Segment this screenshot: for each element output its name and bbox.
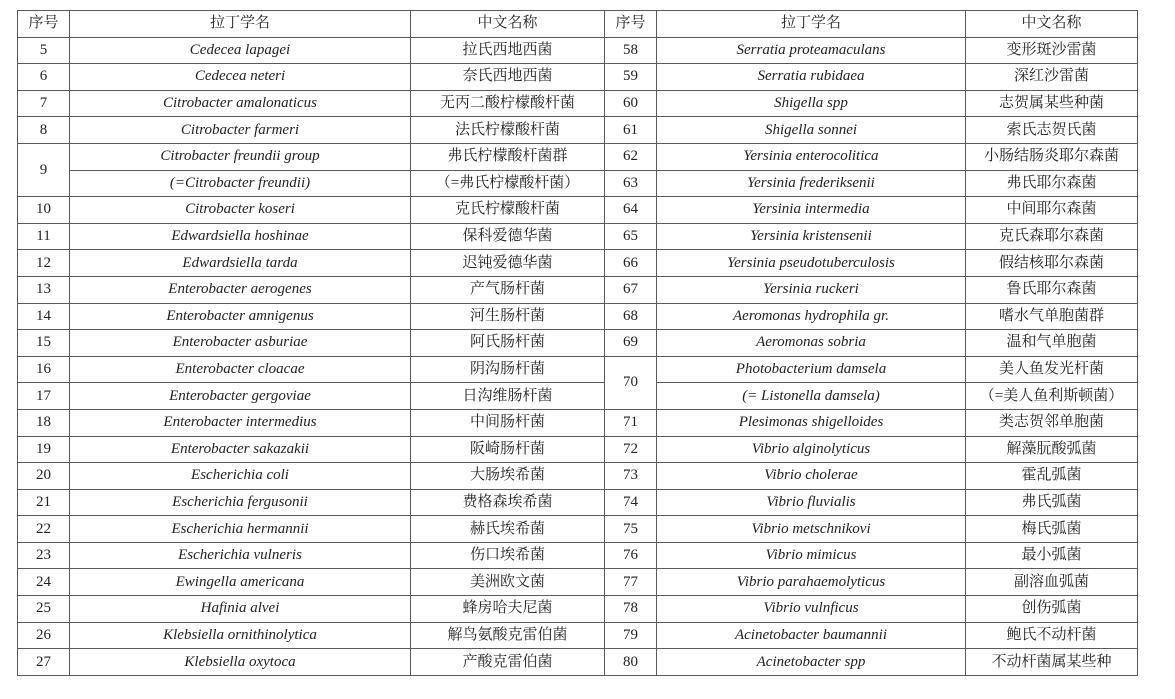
left-chinese-name: 伤口埃希菌 xyxy=(411,542,605,569)
right-latin-name: Acinetobacter spp xyxy=(657,649,966,676)
header-no-left: 序号 xyxy=(18,11,70,38)
right-latin-name: Yersinia ruckeri xyxy=(657,276,966,303)
left-latin-name: Klebsiella oxytoca xyxy=(70,649,411,676)
left-latin-name: Enterobacter asburiae xyxy=(70,330,411,357)
right-chinese-name: 美人鱼发光杆菌 xyxy=(966,356,1138,383)
left-chinese-name: 阪崎肠杆菌 xyxy=(411,436,605,463)
table-body xyxy=(18,11,1138,676)
right-chinese-name: 假结核耶尔森菌 xyxy=(966,250,1138,277)
right-chinese-name: 温和气单胞菌 xyxy=(966,330,1138,357)
left-latin-name: Enterobacter aerogenes xyxy=(70,276,411,303)
table-row xyxy=(18,250,1138,277)
left-serial-no: 20 xyxy=(18,463,70,490)
header-chinese-left: 中文名称 xyxy=(411,11,605,38)
right-latin-name: Plesimonas shigelloides xyxy=(657,409,966,436)
left-chinese-name: 日沟维肠杆菌 xyxy=(411,383,605,410)
table-row xyxy=(18,90,1138,117)
left-chinese-name: 中间肠杆菌 xyxy=(411,409,605,436)
right-chinese-name: 克氏森耶尔森菌 xyxy=(966,223,1138,250)
left-latin-name: Cedecea neteri xyxy=(70,64,411,91)
right-latin-name: Yersinia intermedia xyxy=(657,197,966,224)
table-row xyxy=(18,516,1138,543)
right-latin-name: Photobacterium damsela xyxy=(657,356,966,383)
right-serial-no: 58 xyxy=(605,37,657,64)
table-row xyxy=(18,569,1138,596)
left-latin-name: Citrobacter farmeri xyxy=(70,117,411,144)
header-no-right: 序号 xyxy=(605,11,657,38)
right-latin-name: Vibrio fluvialis xyxy=(657,489,966,516)
left-latin-name: Enterobacter sakazakii xyxy=(70,436,411,463)
header-chinese-right: 中文名称 xyxy=(966,11,1138,38)
left-serial-no: 27 xyxy=(18,649,70,676)
left-latin-name: Klebsiella ornithinolytica xyxy=(70,622,411,649)
right-latin-name: Acinetobacter baumannii xyxy=(657,622,966,649)
table-row xyxy=(18,223,1138,250)
right-latin-name: Shigella sonnei xyxy=(657,117,966,144)
left-chinese-name: 费格森埃希菌 xyxy=(411,489,605,516)
left-chinese-name: 阴沟肠杆菌 xyxy=(411,356,605,383)
right-latin-name: Shigella spp xyxy=(657,90,966,117)
right-latin-name: Yersinia kristensenii xyxy=(657,223,966,250)
table-row xyxy=(18,542,1138,569)
right-chinese-name: 小肠结肠炎耶尔森菌 xyxy=(966,143,1138,170)
left-latin-name: Edwardsiella hoshinae xyxy=(70,223,411,250)
right-serial-no: 61 xyxy=(605,117,657,144)
right-latin-name: Yersinia pseudotuberculosis xyxy=(657,250,966,277)
right-chinese-name: 最小弧菌 xyxy=(966,542,1138,569)
left-chinese-name: 拉氏西地西菌 xyxy=(411,37,605,64)
left-serial-no: 16 xyxy=(18,356,70,383)
right-chinese-name: 副溶血弧菌 xyxy=(966,569,1138,596)
table-row xyxy=(18,622,1138,649)
left-latin-name: Citrobacter amalonaticus xyxy=(70,90,411,117)
left-latin-name: Escherichia fergusonii xyxy=(70,489,411,516)
right-chinese-name: （=美人鱼利斯顿菌） xyxy=(966,383,1138,410)
left-serial-no: 10 xyxy=(18,197,70,224)
table-row xyxy=(18,649,1138,676)
right-serial-no: 59 xyxy=(605,64,657,91)
right-chinese-name: 索氏志贺氏菌 xyxy=(966,117,1138,144)
left-chinese-name: 无丙二酸柠檬酸杆菌 xyxy=(411,90,605,117)
right-serial-no: 67 xyxy=(605,276,657,303)
right-serial-no: 77 xyxy=(605,569,657,596)
table-row xyxy=(18,170,1138,197)
right-chinese-name: 弗氏耶尔森菌 xyxy=(966,170,1138,197)
table-row xyxy=(18,356,1138,383)
left-serial-no: 11 xyxy=(18,223,70,250)
right-chinese-name: 深红沙雷菌 xyxy=(966,64,1138,91)
left-latin-name: (=Citrobacter freundii) xyxy=(70,170,411,197)
right-serial-no: 76 xyxy=(605,542,657,569)
left-serial-no: 5 xyxy=(18,37,70,64)
left-chinese-name: 大肠埃希菌 xyxy=(411,463,605,490)
right-chinese-name: 解藻朊酸弧菌 xyxy=(966,436,1138,463)
right-serial-no: 66 xyxy=(605,250,657,277)
table-row xyxy=(18,143,1138,170)
left-latin-name: Escherichia hermannii xyxy=(70,516,411,543)
left-latin-name: Citrobacter freundii group xyxy=(70,143,411,170)
table-row xyxy=(18,330,1138,357)
table-row xyxy=(18,117,1138,144)
right-serial-no: 62 xyxy=(605,143,657,170)
right-chinese-name: 志贺属某些种菌 xyxy=(966,90,1138,117)
left-serial-no: 13 xyxy=(18,276,70,303)
right-latin-name: Aeromonas sobria xyxy=(657,330,966,357)
left-serial-no: 6 xyxy=(18,64,70,91)
right-chinese-name: 鲍氏不动杆菌 xyxy=(966,622,1138,649)
right-serial-no: 80 xyxy=(605,649,657,676)
left-latin-name: Ewingella americana xyxy=(70,569,411,596)
right-chinese-name: 鲁氏耶尔森菌 xyxy=(966,276,1138,303)
header-latin-left: 拉丁学名 xyxy=(70,11,411,38)
left-serial-no: 8 xyxy=(18,117,70,144)
left-chinese-name: 产酸克雷伯菌 xyxy=(411,649,605,676)
left-chinese-name: 赫氏埃希菌 xyxy=(411,516,605,543)
left-chinese-name: 保科爱德华菌 xyxy=(411,223,605,250)
left-serial-no: 24 xyxy=(18,569,70,596)
left-chinese-name: 克氏柠檬酸杆菌 xyxy=(411,197,605,224)
right-latin-name: Vibrio mimicus xyxy=(657,542,966,569)
left-chinese-name: 河生肠杆菌 xyxy=(411,303,605,330)
right-latin-name: (= Listonella damsela) xyxy=(657,383,966,410)
right-latin-name: Yersinia frederiksenii xyxy=(657,170,966,197)
table-row xyxy=(18,383,1138,410)
left-chinese-name: 美洲欧文菌 xyxy=(411,569,605,596)
right-chinese-name: 中间耶尔森菌 xyxy=(966,197,1138,224)
right-latin-name: Vibrio vulnficus xyxy=(657,596,966,623)
right-serial-no: 60 xyxy=(605,90,657,117)
right-latin-name: Serratia proteamaculans xyxy=(657,37,966,64)
header-latin-right: 拉丁学名 xyxy=(657,11,966,38)
left-chinese-name: 迟钝爱德华菌 xyxy=(411,250,605,277)
left-serial-no: 9 xyxy=(18,143,70,196)
right-serial-no: 78 xyxy=(605,596,657,623)
right-serial-no: 63 xyxy=(605,170,657,197)
right-latin-name: Vibrio parahaemolyticus xyxy=(657,569,966,596)
left-latin-name: Enterobacter gergoviae xyxy=(70,383,411,410)
right-serial-no: 64 xyxy=(605,197,657,224)
right-chinese-name: 霍乱弧菌 xyxy=(966,463,1138,490)
left-latin-name: Escherichia vulneris xyxy=(70,542,411,569)
left-serial-no: 15 xyxy=(18,330,70,357)
right-latin-name: Serratia rubidaea xyxy=(657,64,966,91)
left-latin-name: Cedecea lapagei xyxy=(70,37,411,64)
right-latin-name: Aeromonas hydrophila gr. xyxy=(657,303,966,330)
right-chinese-name: 梅氏弧菌 xyxy=(966,516,1138,543)
left-serial-no: 7 xyxy=(18,90,70,117)
left-latin-name: Citrobacter koseri xyxy=(70,197,411,224)
table-row xyxy=(18,463,1138,490)
right-chinese-name: 嗜水气单胞菌群 xyxy=(966,303,1138,330)
right-chinese-name: 不动杆菌属某些种 xyxy=(966,649,1138,676)
left-latin-name: Hafinia alvei xyxy=(70,596,411,623)
table-row xyxy=(18,489,1138,516)
right-latin-name: Vibrio alginolyticus xyxy=(657,436,966,463)
bacteria-name-table xyxy=(17,10,1138,676)
left-chinese-name: 蜂房哈夫尼菌 xyxy=(411,596,605,623)
table-row xyxy=(18,276,1138,303)
right-serial-no: 69 xyxy=(605,330,657,357)
table-row xyxy=(18,197,1138,224)
left-serial-no: 23 xyxy=(18,542,70,569)
left-serial-no: 14 xyxy=(18,303,70,330)
left-chinese-name: 弗氏柠檬酸杆菌群 xyxy=(411,143,605,170)
left-serial-no: 17 xyxy=(18,383,70,410)
right-chinese-name: 弗氏弧菌 xyxy=(966,489,1138,516)
left-latin-name: Enterobacter intermedius xyxy=(70,409,411,436)
left-chinese-name: 解鸟氨酸克雷伯菌 xyxy=(411,622,605,649)
left-serial-no: 21 xyxy=(18,489,70,516)
left-serial-no: 25 xyxy=(18,596,70,623)
right-serial-no: 79 xyxy=(605,622,657,649)
left-chinese-name: 奈氏西地西菌 xyxy=(411,64,605,91)
table-row xyxy=(18,436,1138,463)
left-latin-name: Enterobacter cloacae xyxy=(70,356,411,383)
table-row xyxy=(18,596,1138,623)
left-latin-name: Escherichia coli xyxy=(70,463,411,490)
left-chinese-name: 法氏柠檬酸杆菌 xyxy=(411,117,605,144)
left-latin-name: Edwardsiella tarda xyxy=(70,250,411,277)
right-serial-no: 68 xyxy=(605,303,657,330)
left-serial-no: 26 xyxy=(18,622,70,649)
table-row xyxy=(18,409,1138,436)
right-latin-name: Vibrio metschnikovi xyxy=(657,516,966,543)
right-serial-no: 70 xyxy=(605,356,657,409)
right-latin-name: Yersinia enterocolitica xyxy=(657,143,966,170)
right-chinese-name: 变形斑沙雷菌 xyxy=(966,37,1138,64)
left-serial-no: 18 xyxy=(18,409,70,436)
left-chinese-name: 产气肠杆菌 xyxy=(411,276,605,303)
right-latin-name: Vibrio cholerae xyxy=(657,463,966,490)
header-row xyxy=(18,11,1138,38)
left-serial-no: 12 xyxy=(18,250,70,277)
left-chinese-name: 阿氏肠杆菌 xyxy=(411,330,605,357)
right-serial-no: 71 xyxy=(605,409,657,436)
table-row xyxy=(18,64,1138,91)
left-chinese-name: （=弗氏柠檬酸杆菌） xyxy=(411,170,605,197)
table-row xyxy=(18,37,1138,64)
table-row xyxy=(18,303,1138,330)
right-chinese-name: 创伤弧菌 xyxy=(966,596,1138,623)
left-serial-no: 22 xyxy=(18,516,70,543)
right-serial-no: 73 xyxy=(605,463,657,490)
right-serial-no: 75 xyxy=(605,516,657,543)
right-serial-no: 72 xyxy=(605,436,657,463)
right-chinese-name: 类志贺邻单胞菌 xyxy=(966,409,1138,436)
right-serial-no: 74 xyxy=(605,489,657,516)
right-serial-no: 65 xyxy=(605,223,657,250)
left-serial-no: 19 xyxy=(18,436,70,463)
left-latin-name: Enterobacter amnigenus xyxy=(70,303,411,330)
